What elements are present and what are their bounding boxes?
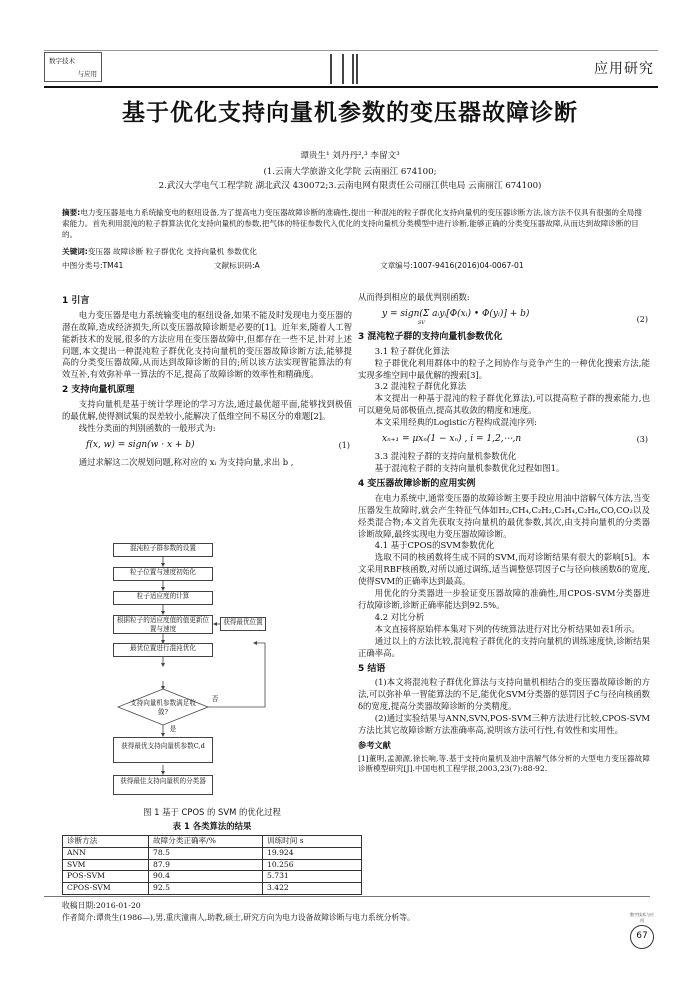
section-3-3-paragraph: 基于混沌粒子群的支持向量机参数优化过程如图1。 bbox=[374, 463, 565, 474]
clc-number: 中图分类号:TM41 bbox=[62, 261, 124, 270]
equation-2 bbox=[358, 306, 650, 328]
equation-1-body: f(x, w) = sign(w · x + b) bbox=[86, 439, 195, 450]
references-heading: 参考文献 bbox=[358, 740, 391, 751]
section-4-2-paragraph-1: 本文直接将原始样本集对下列的传统算法进行对比分析结果如表1所示。 bbox=[374, 623, 640, 634]
flow-step-best-params: 获得最优支持向量机参数C,d bbox=[113, 737, 213, 763]
paper-title: 基于优化支持向量机参数的变压器故障诊断 bbox=[122, 100, 578, 126]
section-3-1-paragraph: 粒子群优化利用群体中的粒子之间协作与竞争产生的一种优化搜索方法,能实现多维空间中最优解的搜索[3]。 bbox=[358, 357, 650, 380]
document-code: 文献标识码:A bbox=[214, 261, 260, 270]
equation-2-subscript: SV bbox=[418, 319, 426, 326]
equation-1 bbox=[62, 437, 352, 455]
table-cell: 3.422 bbox=[263, 883, 362, 895]
flow-decision-label: 支持向量机参数满足收敛? bbox=[130, 699, 196, 716]
right-column-intro: 从而得到相应的最优判别函数: bbox=[358, 292, 470, 302]
section-1-paragraph: 电力变压器是电力系统输变电的枢纽设备,如果不能及时发现电力变压器的潜在故障,造成经济损失,所以变压器故障诊断是必要的[1]。近年来,随着人工智能新技术的发展,很多的方法应用在变压器故障中,但都存在一些不足,针对上述问题,本文提出一种混沌粒子群优化支持向量机的变压器故障诊断方法,能够提高的分类变压器故障,从而达到故障诊断的目的;所以该方法实现智能算法的有效互补,有效弥补单一算法的不足,提高了故障诊断的效率性和精确度。 bbox=[62, 309, 352, 380]
table-row bbox=[63, 859, 362, 871]
section-5-paragraph-1: (1)本文将混沌粒子群优化算法与支持向量机相结合的变压器故障诊断的方法,可以弥补单一智能算法的不足,能优化SVM分类器的惩罚因子C与径向核函数δ的宽度,提高分类器故障诊断的分类精度。 bbox=[358, 677, 650, 712]
table-cell: 5.731 bbox=[263, 871, 362, 883]
section-3-1-heading: 3.1 粒子群优化算法 bbox=[374, 345, 450, 356]
flow-step-chaos: 最优位置进行混沌优化 bbox=[113, 643, 213, 657]
section-5-paragraph-2: (2)通过实验结果与ANN,SVN,POS-SVM三种方法进行比较,CPOS-SVM方法比其它故障诊断方法准确率高,说明该方法可行性,有效性和实用性。 bbox=[358, 713, 650, 736]
abstract bbox=[62, 207, 642, 240]
affiliation-1: (1.云南大学旅游文化学院 云南丽江 674100; bbox=[263, 167, 437, 177]
logo-line2: 与应用 bbox=[77, 70, 97, 78]
left-column bbox=[62, 292, 352, 469]
section-tag: 应用研究 bbox=[594, 61, 654, 77]
table-header-row bbox=[63, 836, 362, 848]
table-cell: CPOS-SVM bbox=[63, 883, 149, 895]
flow-step-init: 粒子位置与速度初始化 bbox=[113, 567, 213, 581]
flowchart-figure bbox=[113, 543, 345, 795]
section-4-2-paragraph-2: 通过以上的方法比较,混沌粒子群优化的支持向量机的训练速度快,诊断结果正确率高。 bbox=[358, 635, 650, 658]
table-cell: 92.5 bbox=[149, 883, 263, 895]
flow-step-update: 根据粒子的适应度值的值更新位置与速度 bbox=[113, 615, 213, 634]
section-4-1-paragraph-1: 选取不同的核函数将生成不同的SVM,而对诊断结果有很大的影响[5]。本文采用RBF核函数,对所以通过调练,适当调整惩罚因子C与径向核函数δ的宽度,使得SVM的正确率达到最高。 bbox=[358, 552, 650, 587]
table-row bbox=[63, 847, 362, 859]
author-bio: 作者简介:谭贵生(1986—),男,重庆潼南人,助教,硕士,研究方向为电力设备故障诊断与电力系统分析等。 bbox=[62, 913, 415, 922]
table-cell: POS-SVM bbox=[63, 871, 149, 883]
table-cell: SVM bbox=[63, 859, 149, 871]
table-row bbox=[63, 871, 362, 883]
keywords-label: 关键词: bbox=[62, 247, 88, 256]
equation-2-body: y = sign(Σ aᵢyᵢ[Φ(xᵢ) • Φ(yᵢ)] + b) bbox=[382, 308, 530, 319]
keywords bbox=[62, 247, 642, 258]
affiliation-2: 2.武汉大学电气工程学院 湖北武汉 430072;3.云南电网有限责任公司丽江供电局 云南丽江 674100) bbox=[158, 181, 542, 191]
table-cell: ANN bbox=[63, 847, 149, 859]
equation-3-body: xₙ₊₁ = μxₙ(1 − xₙ) , i = 1,2,⋯,n bbox=[382, 434, 522, 445]
section-3-3-heading: 3.3 混沌粒子群的支持向量机参数优化 bbox=[374, 451, 517, 462]
header-rule-bottom bbox=[44, 86, 658, 88]
results-table bbox=[62, 835, 362, 895]
page-number: 67 bbox=[630, 925, 654, 949]
table-header-time: 训练时间 s bbox=[263, 836, 362, 848]
equation-1-number: (1) bbox=[338, 440, 350, 450]
header-bars-decoration bbox=[330, 54, 370, 84]
table-1-caption: 表 1 各类算法的结果 bbox=[172, 821, 252, 831]
article-number: 文章编号:1007-9416(2016)04-0067-01 bbox=[380, 261, 524, 270]
section-2-paragraph-2: 线性分类面的判别函数的一般形式为: bbox=[78, 422, 216, 433]
flow-step-params: 混沌粒子群参数的设置 bbox=[113, 543, 213, 557]
right-column bbox=[358, 292, 650, 775]
section-4-heading: 4 变压器故障诊断的应用实例 bbox=[358, 478, 476, 489]
table-header-method: 诊断方法 bbox=[63, 836, 149, 848]
table-cell: 19.924 bbox=[263, 847, 362, 859]
equation-3 bbox=[358, 431, 650, 449]
section-2-heading: 2 支持向量机原理 bbox=[62, 385, 135, 396]
section-4-paragraph: 在电力系统中,通常变压器的故障诊断主要手段应用油中溶解气体方法,当变压器发生故障时,就会产生特征气体如H₂,CH₄,C₂H₂,C₂H₄,C₂H₆,CO,CO₂以及烃类混合物;本文首先获取支持向量机的最优参数,其次,由支持向量机的分类器诊断故障,最终实现电力变压器故障诊断。 bbox=[358, 492, 650, 539]
flow-yes-label: 是 bbox=[169, 725, 177, 733]
section-4-1-heading: 4.1 基于CPOS的SVM参数优化 bbox=[374, 540, 495, 551]
received-date: 收稿日期:2016-01-20 bbox=[62, 901, 141, 910]
section-3-2-paragraph-1: 本文提出一种基于混沌的粒子群优化算法),可以提高粒子群的搜索能力,也可以避免局部极值点,提高其收敛的精度和速度。 bbox=[358, 393, 650, 416]
section-3-2-paragraph-2: 本文采用经典的Logistic方程构成混沌序列: bbox=[374, 417, 537, 428]
table-cell: 10.256 bbox=[263, 859, 362, 871]
table-row bbox=[63, 883, 362, 895]
section-2-paragraph-1: 支持向量机是基于统计学理论的学习方法,通过最优超平面,能够找到极值的最优解,使得测试集的误差较小,能解决了低维空间不易区分的难题[2]。 bbox=[62, 399, 352, 421]
footnote-rule bbox=[44, 896, 650, 897]
flow-step-best-position: 获得最优位置 bbox=[220, 617, 266, 631]
logo-line1: 数字技术 bbox=[49, 57, 75, 65]
abstract-text: 电力变压器是电力系统输变电的枢纽设备,为了提高电力变压器故障诊断的准确性,提出一种混沌的粒子群优化支持向量机的变压器诊断方法,该方法不仅具有很强的全局搜索能力。首先利用混沌的粒子群算法优化支持向量机的参数,把气体的特征参数代入优化的支持向量机分类模型中进行诊断,能够正确的分类变压器故障,从而达到故障诊断的目的。 bbox=[62, 208, 642, 239]
flow-no-label: 否 bbox=[211, 695, 219, 703]
abstract-label: 摘要: bbox=[62, 208, 81, 217]
section-5-heading: 5 结语 bbox=[358, 663, 386, 674]
section-4-1-paragraph-2: 用优化的分类器进一步验证变压器故障的准确性,用CPOS-SVM分类器进行故障诊断,诊断正确率能达到92.5%。 bbox=[358, 588, 650, 611]
journal-seal-text: 数字技术与应用 bbox=[630, 912, 654, 923]
section-2-paragraph-3: 通过求解这二次规划问题,称对应的 xᵢ 为支持向量,求出 b , bbox=[78, 456, 294, 467]
header-rule-top bbox=[44, 50, 658, 51]
section-3-2-heading: 3.2 混沌粒子群优化算法 bbox=[374, 381, 467, 392]
figure-1-caption: 图 1 基于 CPOS 的 SVM 的优化过程 bbox=[143, 807, 281, 817]
table-cell: 87.9 bbox=[149, 859, 263, 871]
section-1-heading: 1 引言 bbox=[62, 296, 90, 306]
flow-step-fitness: 粒子适应度的计算 bbox=[113, 591, 213, 605]
authors: 谭贵生¹ 刘丹丹²,³ 李留文³ bbox=[300, 151, 400, 161]
table-cell: 78.5 bbox=[149, 847, 263, 859]
journal-logo bbox=[44, 52, 102, 82]
equation-3-number: (3) bbox=[636, 435, 648, 445]
keywords-text: 变压器 故障诊断 粒子群优化 支持向量机 参数优化 bbox=[87, 247, 257, 256]
table-cell: 90.4 bbox=[149, 871, 263, 883]
equation-2-number: (2) bbox=[636, 314, 648, 324]
section-3-heading: 3 混沌粒子群的支持向量机参数优化 bbox=[358, 331, 503, 342]
flow-step-classifier: 获得最佳支持向量机的分类器 bbox=[113, 775, 213, 795]
reference-1: [1]董明,孟源源,徐长响,等.基于支持向量机及油中溶解气体分析的大型电力变压器故障诊断模型研究[J].中国电机工程学报,2003,23(7):88-92. bbox=[358, 753, 650, 774]
table-header-accuracy: 故障分类正确率/% bbox=[149, 836, 263, 848]
section-4-2-heading: 4.2 对比分析 bbox=[374, 611, 425, 622]
